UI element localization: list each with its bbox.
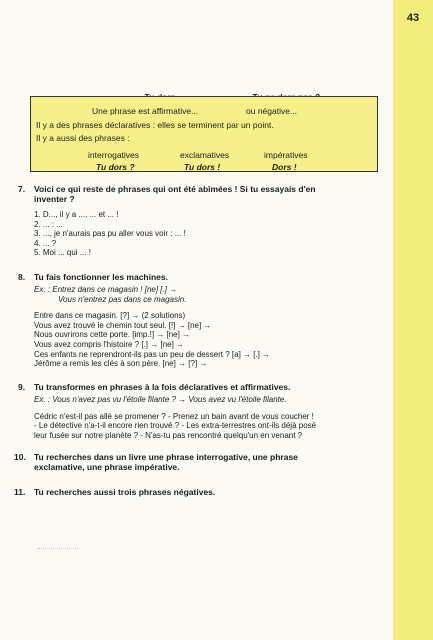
exercise-title bbox=[14, 452, 384, 472]
exercise-example: Ex. : Vous n'avez pas vu l'étoile filante ? → Vous avez vu l'étoile filante. bbox=[34, 395, 287, 404]
page-number: 43 bbox=[406, 12, 420, 24]
exercise-title-line: Tu recherches dans un livre une phrase interrogative, une phrase bbox=[34, 452, 298, 462]
exercise-title bbox=[18, 272, 384, 282]
exercise-7 bbox=[18, 184, 384, 258]
exercise-example: Ex. : Entrez dans ce magasin ! [ne] [.] → bbox=[34, 285, 178, 294]
exercise-title bbox=[18, 382, 384, 392]
exercise-line: Vous avez compris l'histoire ? [.] → [ne] → bbox=[34, 339, 185, 349]
exercise-title-line: Tu transformes en phrases à la fois déclaratives et affirmatives. bbox=[34, 382, 291, 392]
faint-dotted-mark bbox=[38, 548, 78, 555]
exercise-line: - Le détective n'a-t-il encore rien trouvé ? - Les extra-terrestres ont-ils déjà posé bbox=[34, 421, 317, 431]
exercise-title bbox=[18, 184, 384, 204]
exercise-title-line: Tu fais fonctionner les machines. bbox=[34, 272, 168, 282]
exercise-number: 10. bbox=[14, 452, 26, 462]
exercise-line: 4. ... ? bbox=[34, 238, 57, 248]
exercise-line: 3. ..., je n'aurais pas pu aller vous voir : ... ! bbox=[34, 229, 186, 239]
lesson-example-interrogative: Tu dors ? bbox=[96, 162, 135, 172]
lesson-example-exclamative: Tu dors ! bbox=[184, 162, 221, 172]
exercise-line: 1. D..., il y a ..., ... et ... ! bbox=[34, 210, 119, 219]
lesson-affirmative: Une phrase est affirmative... bbox=[92, 106, 199, 116]
exercise-line: Nous ouvrirons cette porte. [imp.!] → [ne] → bbox=[34, 330, 191, 340]
lesson-type-interrogatives: interrogatives bbox=[88, 150, 140, 160]
exercise-10 bbox=[14, 452, 384, 472]
exercise-9 bbox=[18, 382, 384, 440]
lesson-type-exclamatives: exclamatives bbox=[180, 150, 230, 160]
exercise-title-line: exclamative, une phrase impérative. bbox=[34, 462, 180, 472]
exercise-title bbox=[14, 487, 384, 497]
exercise-example: Vous n'entrez pas dans ce magasin. bbox=[58, 294, 187, 304]
exercise-11 bbox=[14, 487, 384, 497]
lesson-type-imperatives: impératives bbox=[264, 150, 308, 160]
exercise-line: Ces enfants ne reprendront-ils pas un peu de dessert ? [a] → [.] → bbox=[34, 349, 271, 359]
exercise-line: Jérôme a remis les clés à son père. [ne] → [?] → bbox=[34, 359, 208, 369]
exercise-line: 5. Moi ... qui ... ! bbox=[34, 248, 91, 258]
exercise-8 bbox=[18, 272, 384, 369]
exercise-title-line: Tu recherches aussi trois phrases négatives. bbox=[34, 487, 216, 497]
exercise-line: leur fusée sur notre planète ? - N'as-tu pas rencontré quelqu'un en venant ? bbox=[34, 430, 303, 440]
exercise-title-line: inventer ? bbox=[34, 194, 75, 204]
lesson-negative: ou négative... bbox=[246, 106, 298, 116]
yellow-margin-band bbox=[393, 0, 433, 640]
exercise-number: 9. bbox=[18, 382, 26, 392]
exercise-line: 2. ... : ... bbox=[34, 219, 63, 229]
exercise-number: 11. bbox=[14, 487, 26, 497]
lesson-declaratives: Il y a des phrases déclaratives : elles se terminent par un point. bbox=[36, 120, 274, 130]
exercise-number: 8. bbox=[18, 272, 26, 282]
exercise-line: Cédric n'est-il pas allé se promener ? - Prenez un bain avant de vous coucher ! bbox=[34, 411, 314, 421]
lesson-also: Il y a aussi des phrases : bbox=[36, 133, 130, 143]
exercise-line: Entre dans ce magasin. [?] → (2 solutions) bbox=[34, 311, 186, 321]
exercise-title-line: Voici ce qui reste de phrases qui ont été abîmées ! Si tu essayais d'en bbox=[34, 184, 316, 194]
lesson-example-imperative: Dors ! bbox=[272, 162, 297, 172]
exercise-number: 7. bbox=[18, 184, 26, 194]
exercise-line: Vous avez trouvé le chemin tout seul. [!] → [ne] → bbox=[34, 320, 212, 330]
